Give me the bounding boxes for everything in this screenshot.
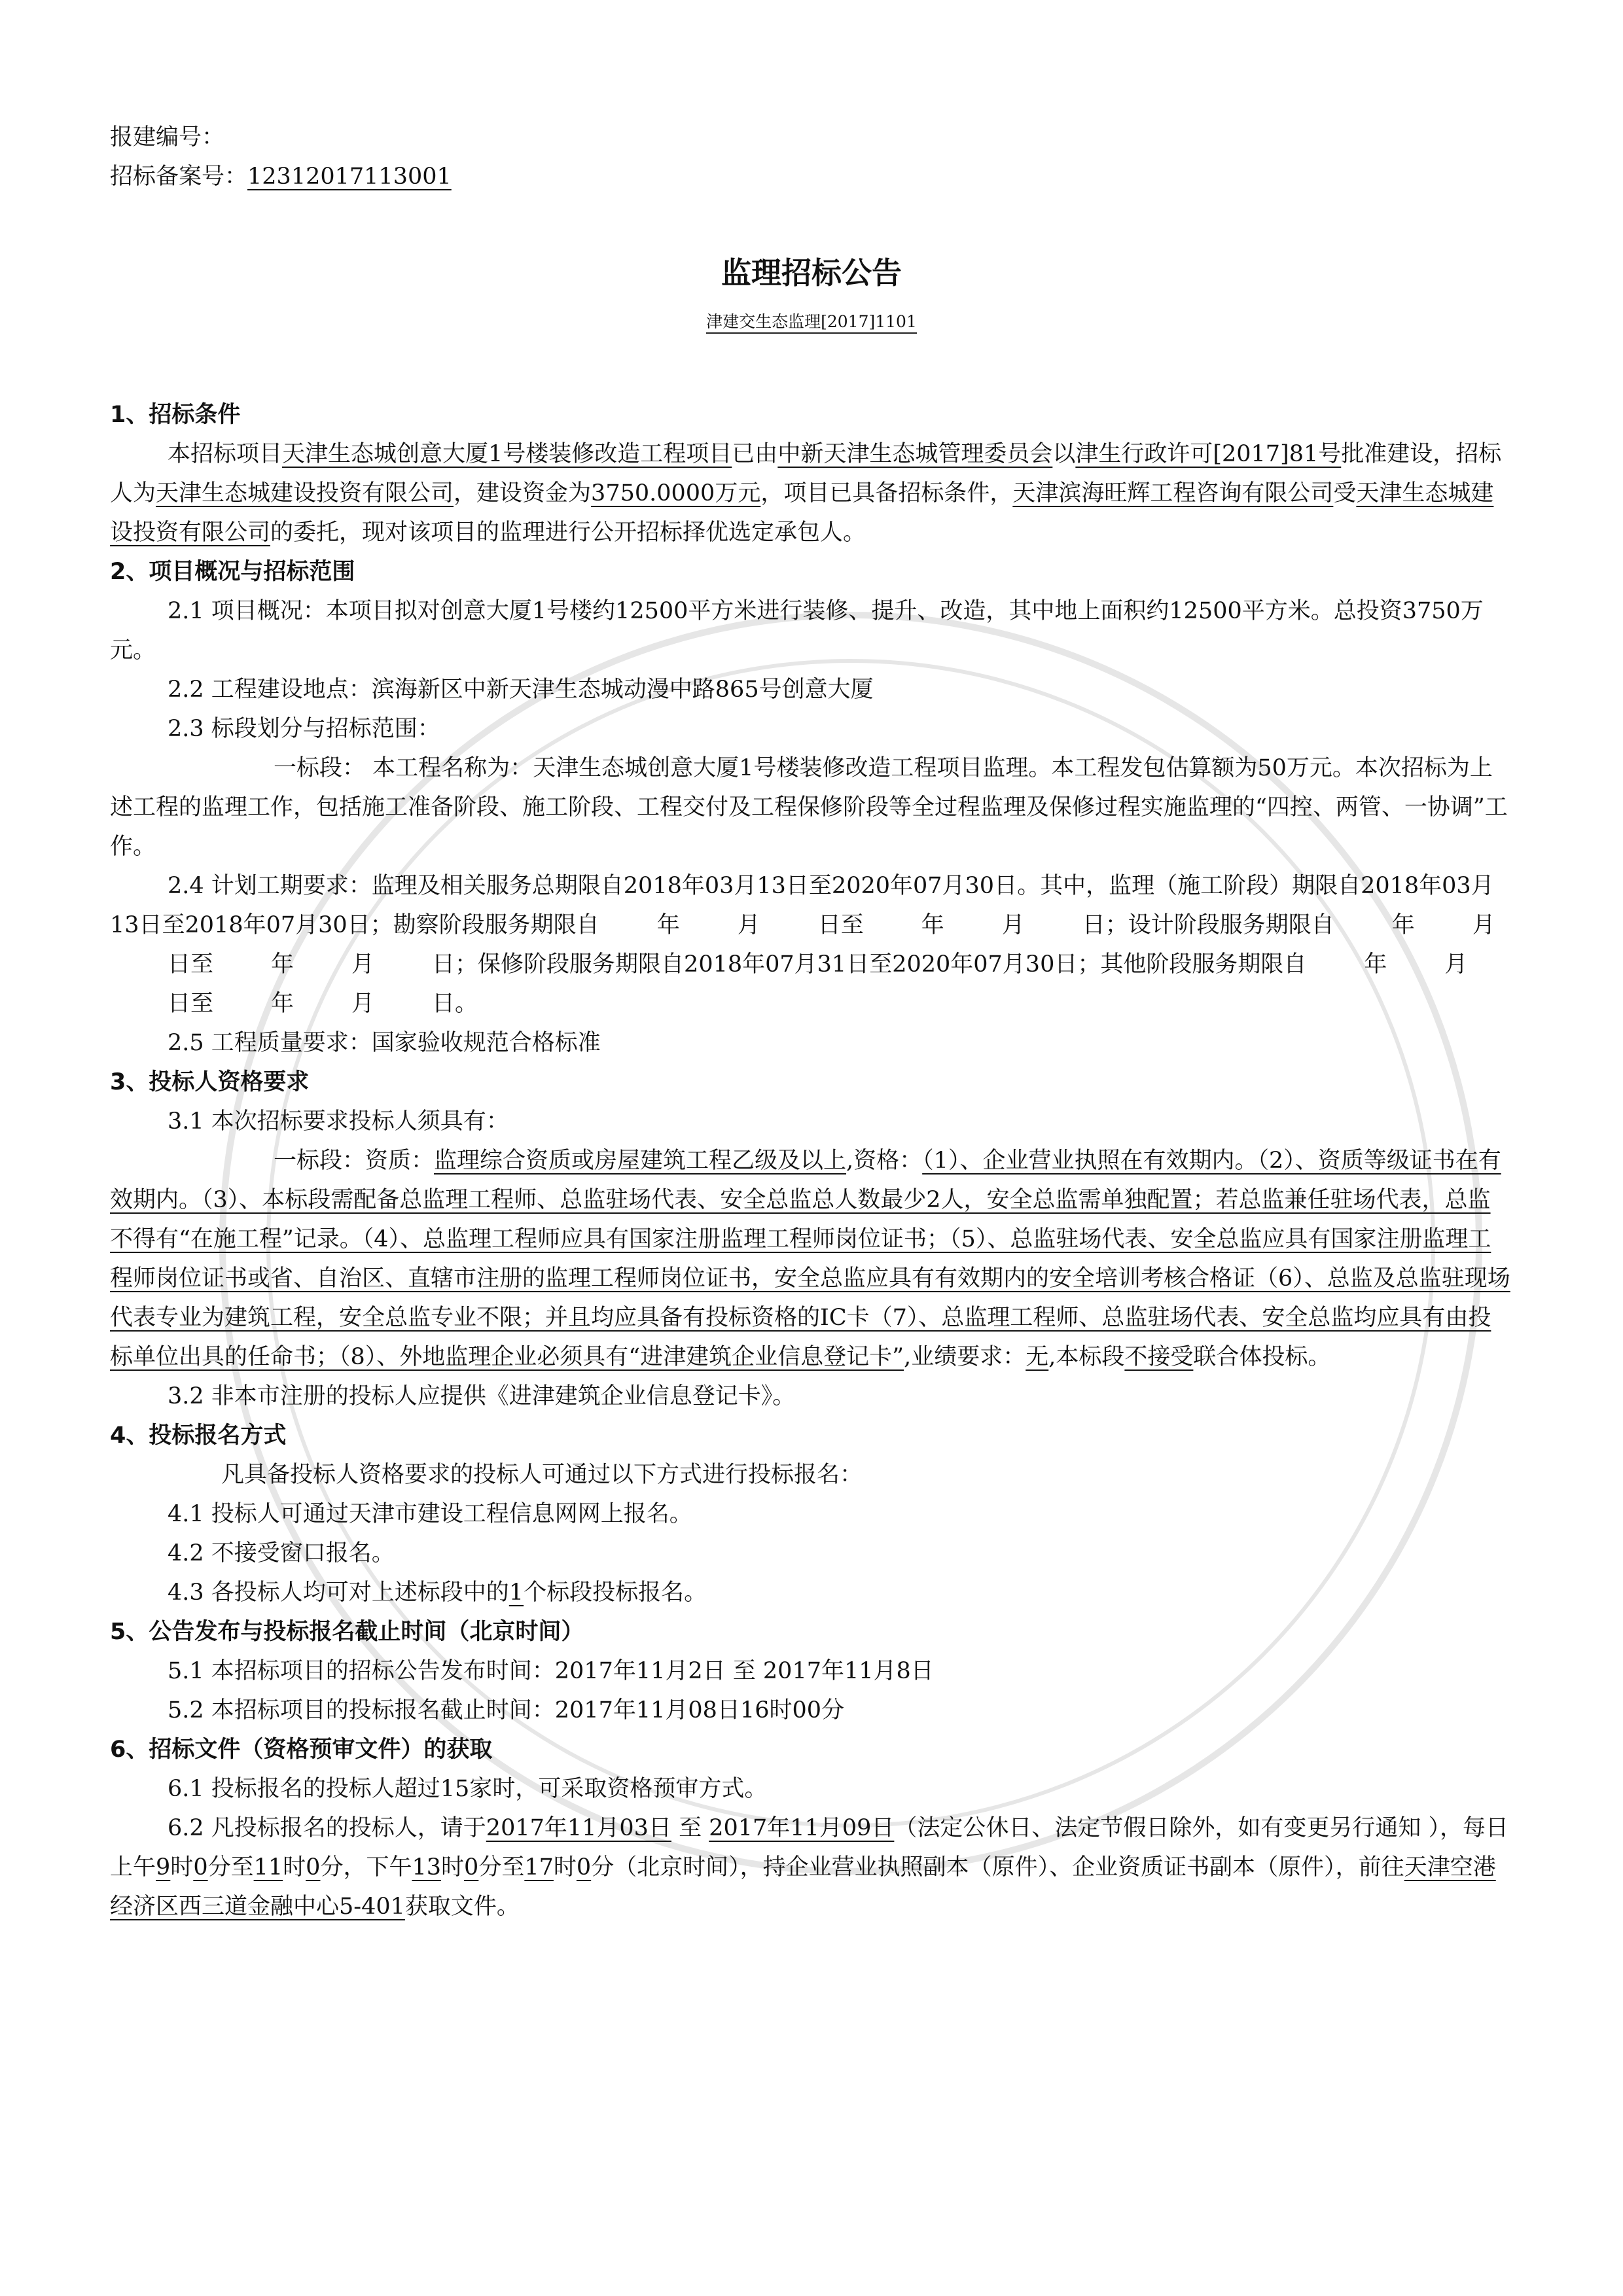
lot-scope: 一标段： 本工程名称为：天津生态城创意大厦1号楼装修改造工程项目监理。本工程发包估算额为50万元。本次招标为上述工程的监理工作，包括施工准备阶段、施工阶段、工程交付及工程保修阶段等全过程监理及保修过程实施监理的“四控、两管、一协调”工作。 bbox=[110, 755, 1508, 860]
bidder-qualifications: 一标段：资质：监理综合资质或房屋建筑工程乙级及以上,资格：（1）、企业营业执照在有效期内。（2）、资质等级证书在有效期内。（3）、本标段需配备总监理工程师、总监驻场代表、安全总监总人数最少2人，安全总监需单独配置；若总监兼任驻场代表，总监不得有“在施工程”记录。（4）、总监理工程师应具有国家注册监理工程师岗位证书；（5）、总监驻场代表、安全总监应具有国家注册监理工程师岗位证书或省、自治区、直辖市注册的监理工程师岗位证书，安全总监应具有有效期内的安全培训考核合格证（6）、总监及总监驻现场代表专业为建筑工程，安全总监专业不限；并且均应具备有投标资格的IC卡（7）、总监理工程师、总监驻场代表、安全总监均应具有由投标单位出具的任命书；（8）、外地监理企业必须具有“进津建筑企业信息登记卡”,业绩要求：无,本标段不接受联合体投标。 bbox=[110, 1148, 1510, 1370]
lot-registration: 4.3 各投标人均可对上述标段中的1个标段投标报名。 bbox=[168, 1580, 707, 1606]
page-title: 监理招标公告 bbox=[721, 255, 902, 291]
lot-division: 2.3 标段划分与招标范围： bbox=[168, 716, 440, 742]
section-3-heading: 3、投标人资格要求 bbox=[110, 1069, 310, 1095]
schedule-requirement: 2.4 计划工期要求：监理及相关服务总期限自2018年03月13日至2020年07月30日。其中，监理（施工阶段）期限自2018年03月13日至2018年07月30日；勘察阶段服务期限自 年 月 日至 年 月 日；设计阶段服务期限自 年 月日至 年 月 日；保修阶段服务期限自2018年07月31日至2020年07月30日；其他阶段服务期限自 年 月日至 年 月 日。 bbox=[110, 873, 1495, 1017]
publish-period: 5.1 本招标项目的招标公告发布时间：2017年11月2日 至 2017年11月8日 bbox=[168, 1658, 934, 1684]
bidder-requirement-intro: 3.1 本次招标要求投标人须具有： bbox=[168, 1108, 509, 1135]
document-pickup: 6.2 凡投标报名的投标人，请于2017年11月03日 至 2017年11月09日（法定公休日、法定节假日除外，如有变更另行通知 ），每日上午9时0分至11时0分，下午13时0分至17时0分（北京时间），持企业营业执照副本（原件）、企业资质证书副本（原件），前往天津空港经济区西三道金融中心5-401获取文件。 bbox=[110, 1815, 1509, 1920]
section-5-heading: 5、公告发布与投标报名截止时间（北京时间） bbox=[110, 1619, 584, 1645]
filing-number: 招标备案号：12312017113001 bbox=[110, 164, 452, 190]
prequalification-note: 6.1 投标报名的投标人超过15家时，可采取资格预审方式。 bbox=[168, 1776, 768, 1802]
quality-requirement: 2.5 工程质量要求：国家验收规范合格标准 bbox=[168, 1030, 601, 1056]
section-1-heading: 1、招标条件 bbox=[110, 402, 241, 428]
registration-number: 报建编号： bbox=[110, 124, 225, 150]
section-2-heading: 2、项目概况与招标范围 bbox=[110, 559, 355, 585]
registration-intro: 凡具备投标人资格要求的投标人可通过以下方式进行投标报名： bbox=[221, 1462, 863, 1488]
no-window-registration: 4.2 不接受窗口报名。 bbox=[168, 1540, 395, 1566]
online-registration: 4.1 投标人可通过天津市建设工程信息网网上报名。 bbox=[168, 1501, 692, 1527]
document-number: 津建交生态监理[2017]1101 bbox=[110, 309, 1513, 335]
out-of-city-requirement: 3.2 非本市注册的投标人应提供《进津建筑企业信息登记卡》。 bbox=[168, 1383, 796, 1409]
project-location: 2.2 工程建设地点：滨海新区中新天津生态城动漫中路865号创意大厦 bbox=[168, 677, 874, 703]
notice-body bbox=[110, 118, 1513, 1926]
section-1-text: 本招标项目天津生态城创意大厦1号楼装修改造工程项目已由中新天津生态城管理委员会以津生行政许可[2017]81号批准建设，招标人为天津生态城建设投资有限公司，建设资金为3750.0000万元，项目已具备招标条件，天津滨海旺辉工程咨询有限公司受天津生态城建设投资有限公司的委托，现对该项目的监理进行公开招标择优选定承包人。 bbox=[110, 441, 1502, 546]
registration-deadline: 5.2 本招标项目的投标报名截止时间：2017年11月08日16时00分 bbox=[168, 1697, 845, 1723]
project-overview: 2.1 项目概况：本项目拟对创意大厦1号楼约12500平方米进行装修、提升、改造，其中地上面积约12500平方米。总投资3750万元。 bbox=[110, 598, 1484, 663]
section-4-heading: 4、投标报名方式 bbox=[110, 1422, 287, 1449]
section-6-heading: 6、招标文件（资格预审文件）的获取 bbox=[110, 1737, 493, 1763]
